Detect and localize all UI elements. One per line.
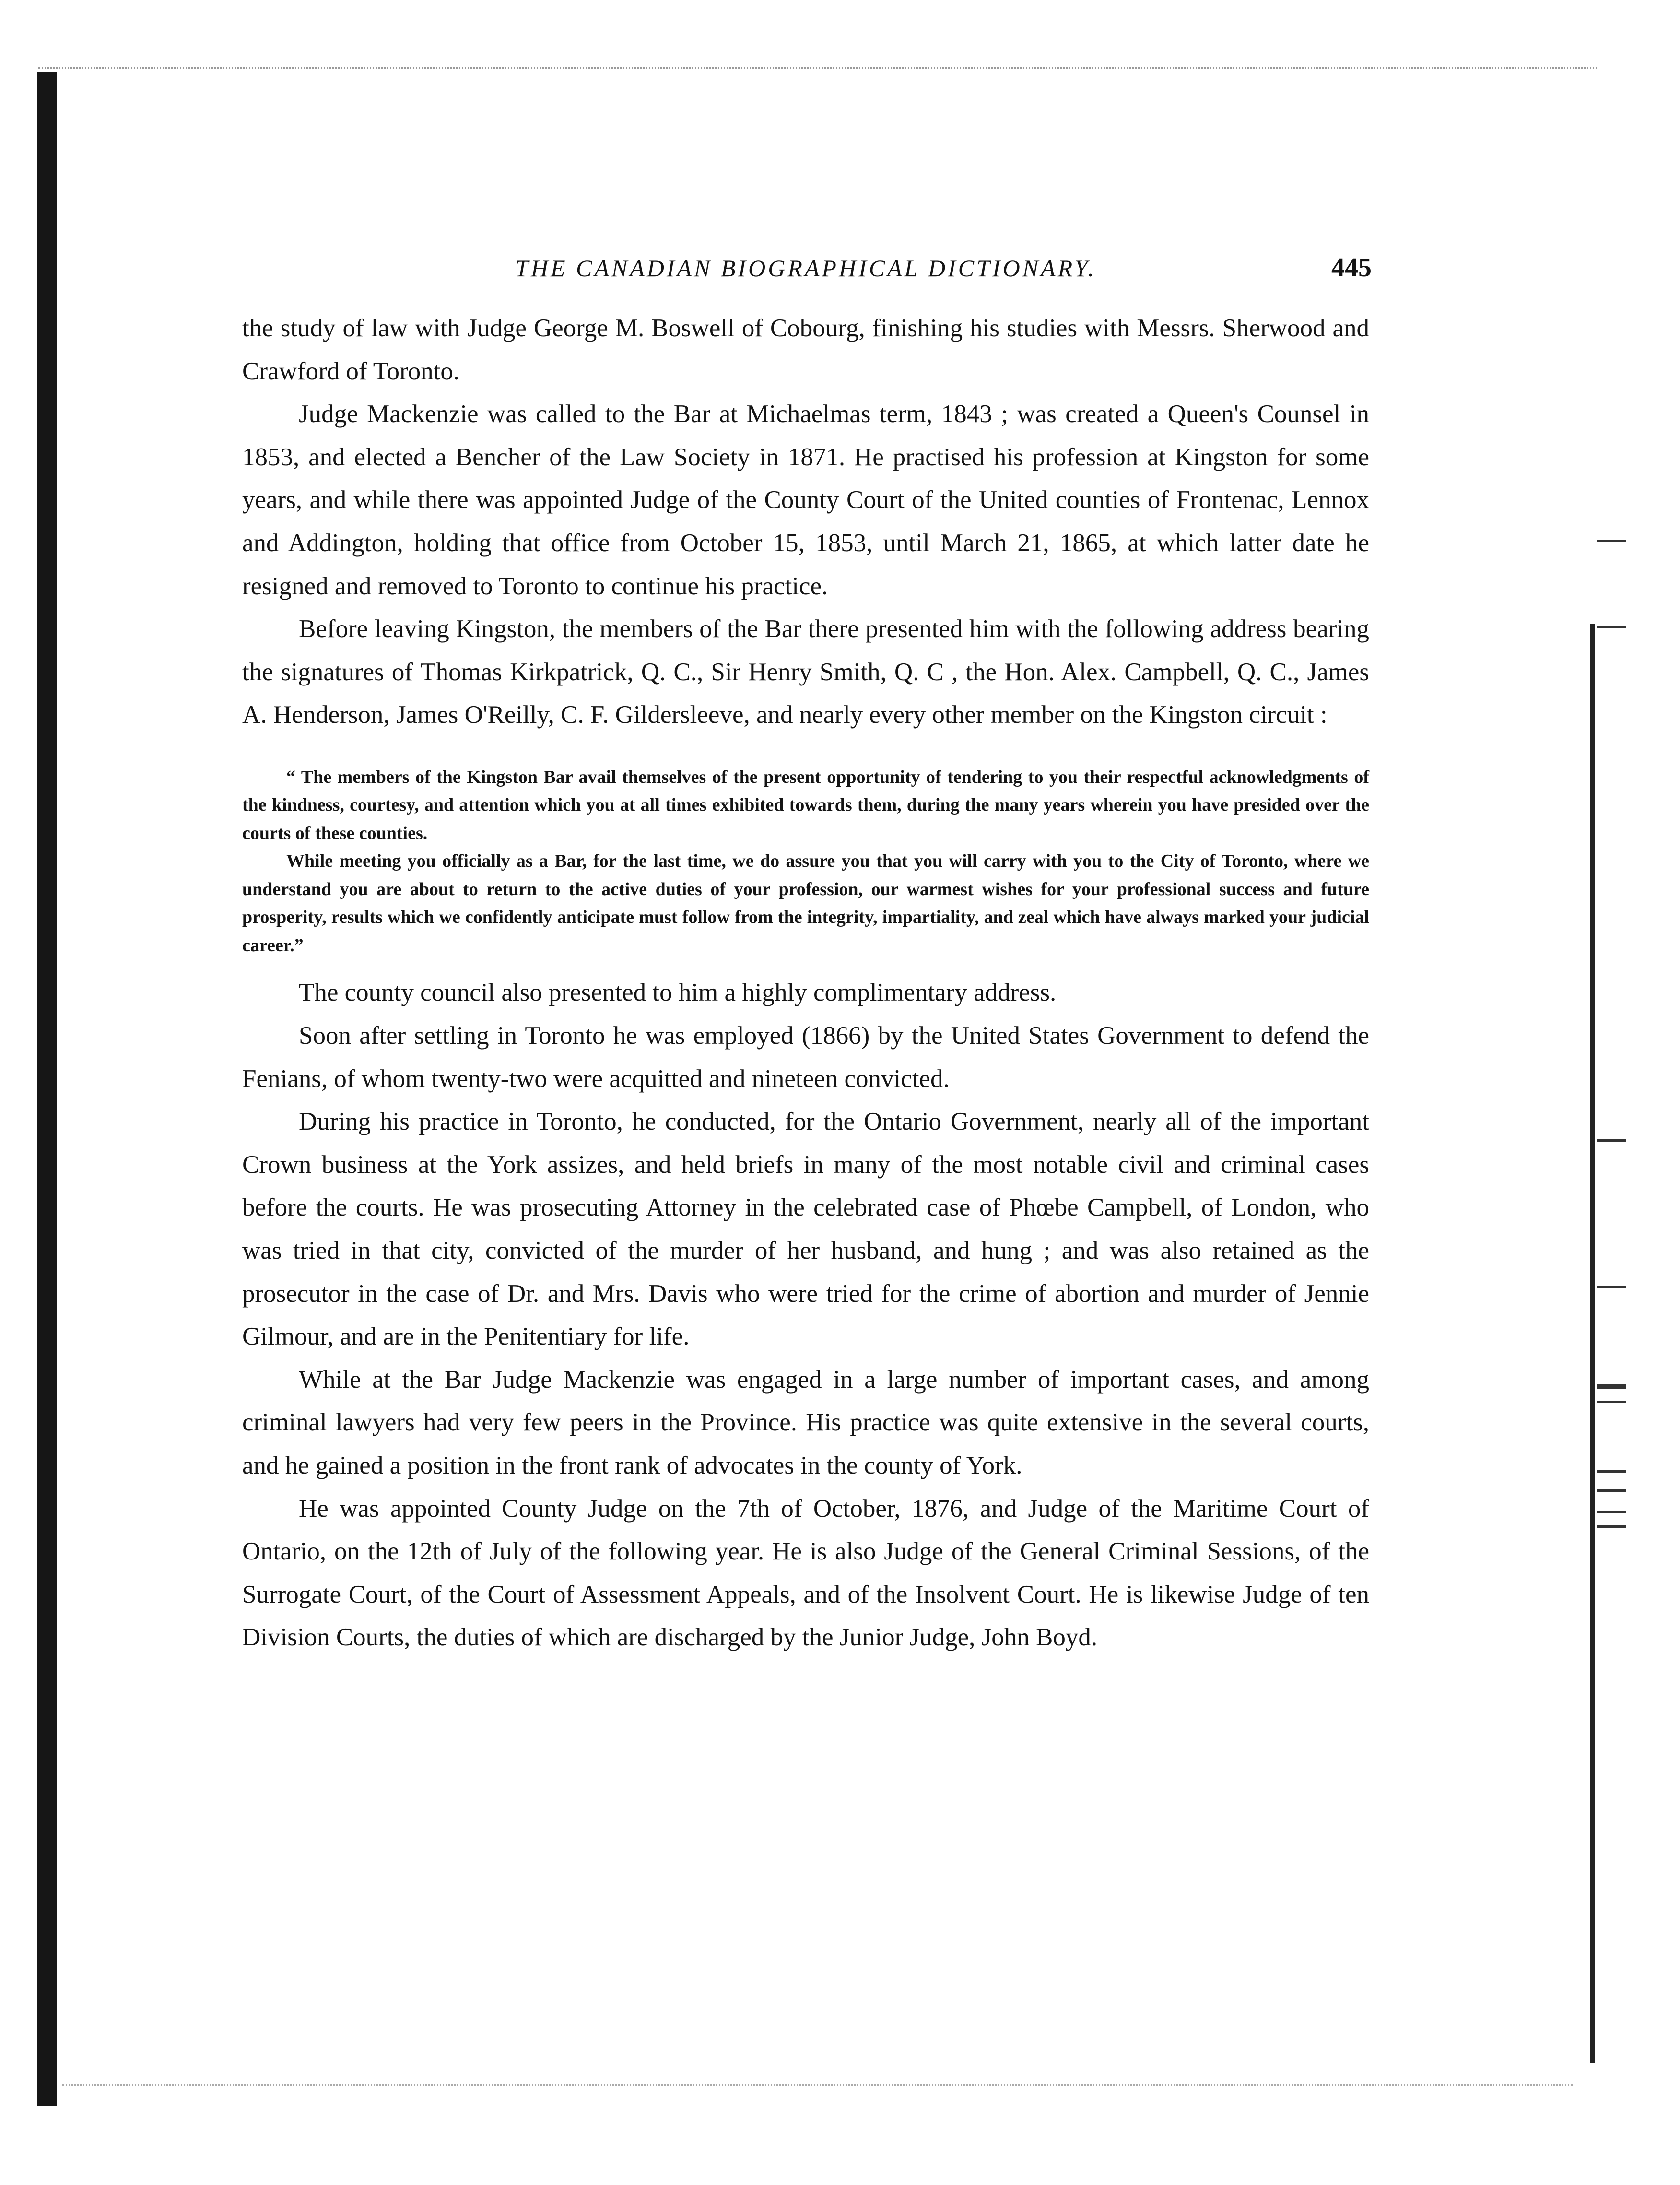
paragraph-county-council: The county council also presented to him a highly complimentary address. (299, 979, 1057, 1007)
scan-bottom-edge-noise (62, 2084, 1573, 2089)
quotation-paragraph-2: While meeting you officially as a Bar, for the last time, we do assure you that you will carry with you to the City of Toronto, where we understand you are about to return to the active duties of your profession, our warmest wishes for your professional success and future prosperity, results which we confidently anticipate must follow from the integrity, impartiality, and zeal which have always marked your judicial career.” (242, 851, 1369, 956)
paragraph-crown-business: During his practice in Toronto, he conducted, for the Ontario Government, nearly all of the important Crown business at the York assizes, and held briefs in many of the most notable civil and criminal cases before the courts. He was prosecuting Attorney in the celebrated case of Phœbe Campbell, of London, who was tried in that city, convicted of the murder of her husband, and hung ; and was also retained as the prosecutor in the case of Dr. and Mrs. Davis who were tried for the crime of abortion and murder of Jennie Gilmour, and are in the Penitentiary for life. (242, 1108, 1369, 1351)
quotation-paragraph-1: “ The members of the Kingston Bar avail themselves of the present opportunity of tendering to you their respectful acknowledgments of the kindness, courtesy, and attention which you at all times exhibited towards them, during the many years wherein you have presided over the courts of these counties. (242, 767, 1369, 843)
page-number: 445 (1331, 253, 1372, 283)
paragraph-fenians: Soon after settling in Toronto he was employed (1866) by the United States Government to defend the Fenians, of whom twenty-two were acquitted and nineteen convicted. (242, 1022, 1369, 1093)
scan-top-edge-noise (38, 67, 1597, 71)
body-text (242, 307, 1369, 1659)
running-title: THE CANADIAN BIOGRAPHICAL DICTIONARY. (515, 255, 1096, 282)
paragraph-county-judge: He was appointed County Judge on the 7th of October, 1876, and Judge of the Maritime Court of Ontario, on the 12th of July of the following year. He is also Judge of the General Criminal Sessions, of the Surrogate Court, of the Court of Assessment Appeals, and of the Insolvent Court. He is likewise Judge of ten Division Courts, the duties of which are discharged by the Junior Judge, John Boyd. (242, 1494, 1369, 1652)
scan-right-margin-bar (1590, 624, 1595, 2063)
address-quotation (242, 763, 1369, 960)
paragraph-continuation: the study of law with Judge George M. Boswell of Cobourg, finishing his studies with Messrs. Sherwood and Crawford of Toronto. (242, 314, 1369, 385)
paragraph-leaving-kingston: Before leaving Kingston, the members of the Bar there presented him with the following address bearing the signatures of Thomas Kirkpatrick, Q. C., Sir Henry Smith, Q. C , the Hon. Alex. Campbell, Q. C., James A. Henderson, James O'Reilly, C. F. Gildersleeve, and nearly every other member on the Kingston circuit : (242, 615, 1369, 729)
paragraph-called-to-bar: Judge Mackenzie was called to the Bar at Michaelmas term, 1843 ; was created a Queen's Counsel in 1853, and elected a Bencher of the Law Society in 1871. He practised his profession at Kingston for some years, and while there was appointed Judge of the County Court of the United counties of Frontenac, Lennox and Addington, holding that office from October 15, 1853, until March 21, 1865, at which latter date he resigned and removed to Toronto to continue his practice. (242, 400, 1369, 600)
page-header (240, 254, 1372, 293)
scan-left-margin-bar (37, 72, 57, 2106)
paragraph-criminal-lawyer: While at the Bar Judge Mackenzie was engaged in a large number of important cases, and among criminal lawyers had very few peers in the Province. His practice was quite extensive in the several courts, and he gained a position in the front rank of advocates in the county of York. (242, 1365, 1369, 1479)
